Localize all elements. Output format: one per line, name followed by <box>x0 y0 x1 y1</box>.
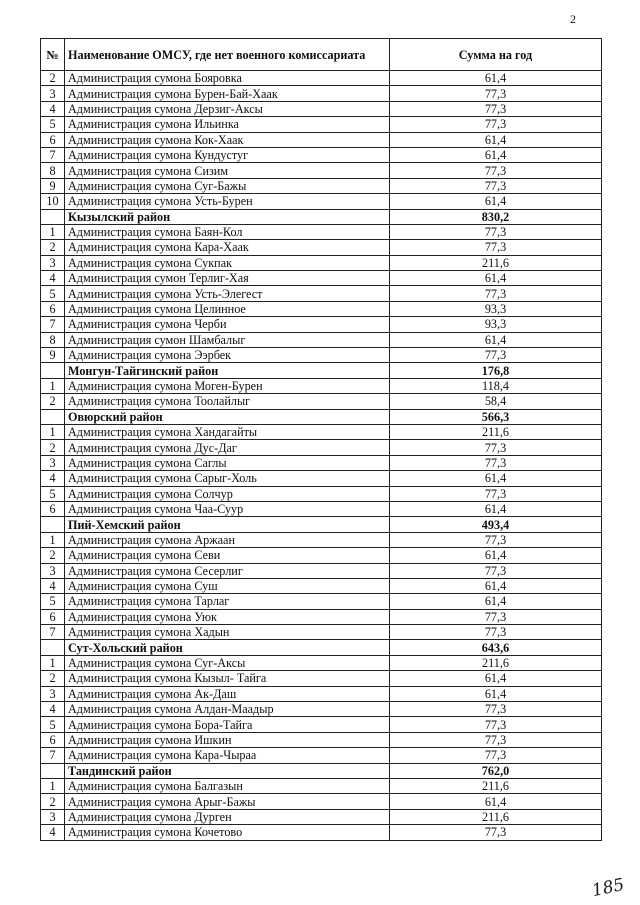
row-name-cell: Пий-Хемский район <box>65 517 390 532</box>
row-name-cell: Администрация сумона Ильинка <box>65 117 390 132</box>
table-row <box>41 455 602 470</box>
row-sum-cell: 830,2 <box>390 209 602 224</box>
column-header-number: № <box>41 39 65 71</box>
row-sum-cell: 77,3 <box>390 178 602 193</box>
row-number-cell: 2 <box>41 440 65 455</box>
row-number-cell <box>41 209 65 224</box>
row-sum-cell: 643,6 <box>390 640 602 655</box>
row-number-cell: 9 <box>41 348 65 363</box>
row-name-cell: Администрация сумона Баян-Кол <box>65 224 390 239</box>
row-number-cell: 5 <box>41 594 65 609</box>
row-number-cell: 3 <box>41 563 65 578</box>
table-row <box>41 86 602 101</box>
row-sum-cell: 77,3 <box>390 440 602 455</box>
row-number-cell: 4 <box>41 101 65 116</box>
row-number-cell: 5 <box>41 286 65 301</box>
column-header-name: Наименование ОМСУ, где нет военного комиссариата <box>65 39 390 71</box>
row-number-cell: 6 <box>41 501 65 516</box>
row-number-cell: 3 <box>41 86 65 101</box>
row-number-cell: 1 <box>41 224 65 239</box>
table-row <box>41 548 602 563</box>
row-sum-cell: 77,3 <box>390 224 602 239</box>
row-sum-cell: 61,4 <box>390 578 602 593</box>
row-number-cell: 1 <box>41 778 65 793</box>
row-sum-cell: 77,3 <box>390 532 602 547</box>
row-number-cell: 1 <box>41 378 65 393</box>
row-name-cell: Сут-Хольский район <box>65 640 390 655</box>
row-name-cell: Администрация сумона Сарыг-Холь <box>65 471 390 486</box>
table-row <box>41 594 602 609</box>
table-row <box>41 686 602 701</box>
row-name-cell: Администрация сумона Сукпак <box>65 255 390 270</box>
row-name-cell: Администрация сумона Кочетово <box>65 825 390 840</box>
row-sum-cell: 566,3 <box>390 409 602 424</box>
table-row <box>41 301 602 316</box>
row-number-cell: 3 <box>41 255 65 270</box>
table-row <box>41 194 602 209</box>
row-sum-cell: 61,4 <box>390 332 602 347</box>
row-number-cell: 8 <box>41 332 65 347</box>
row-sum-cell: 61,4 <box>390 501 602 516</box>
row-name-cell: Администрация сумона Алдан-Маадыр <box>65 702 390 717</box>
row-number-cell: 5 <box>41 717 65 732</box>
row-name-cell: Администрация сумона Уюк <box>65 609 390 624</box>
row-name-cell: Администрация сумона Ишкин <box>65 732 390 747</box>
district-row <box>41 209 602 224</box>
table-row <box>41 778 602 793</box>
district-row <box>41 763 602 778</box>
table-row <box>41 440 602 455</box>
row-sum-cell: 77,3 <box>390 117 602 132</box>
table-row <box>41 317 602 332</box>
row-name-cell: Администрация сумона Дурген <box>65 809 390 824</box>
row-sum-cell: 77,3 <box>390 286 602 301</box>
row-name-cell: Администрация сумона Саглы <box>65 455 390 470</box>
table-row <box>41 332 602 347</box>
row-name-cell: Монгун-Тайгинский район <box>65 363 390 378</box>
row-sum-cell: 61,4 <box>390 132 602 147</box>
row-name-cell: Администрация сумон Терлиг-Хая <box>65 271 390 286</box>
row-sum-cell: 77,3 <box>390 702 602 717</box>
row-sum-cell: 77,3 <box>390 455 602 470</box>
page-number: 2 <box>570 12 576 26</box>
row-number-cell: 2 <box>41 71 65 86</box>
table-row <box>41 825 602 840</box>
table-row <box>41 609 602 624</box>
row-sum-cell: 211,6 <box>390 809 602 824</box>
row-name-cell: Администрация сумона Кара-Хаак <box>65 240 390 255</box>
table-row <box>41 132 602 147</box>
table-row <box>41 117 602 132</box>
row-sum-cell: 61,4 <box>390 794 602 809</box>
table-row <box>41 378 602 393</box>
row-number-cell: 8 <box>41 163 65 178</box>
table-row <box>41 732 602 747</box>
row-sum-cell: 77,3 <box>390 625 602 640</box>
table-row <box>41 224 602 239</box>
row-name-cell: Администрация сумона Кызыл- Тайга <box>65 671 390 686</box>
table-row <box>41 240 602 255</box>
row-sum-cell: 61,4 <box>390 71 602 86</box>
row-number-cell: 2 <box>41 794 65 809</box>
table-row <box>41 255 602 270</box>
district-row <box>41 363 602 378</box>
row-number-cell <box>41 517 65 532</box>
handwritten-page-mark: 185 <box>590 874 627 902</box>
row-sum-cell: 58,4 <box>390 394 602 409</box>
row-number-cell: 10 <box>41 194 65 209</box>
table-row <box>41 655 602 670</box>
row-sum-cell: 211,6 <box>390 255 602 270</box>
row-sum-cell: 77,3 <box>390 240 602 255</box>
table-row <box>41 578 602 593</box>
row-name-cell: Администрация сумона Кара-Чыраа <box>65 748 390 763</box>
row-name-cell: Администрация сумона Севи <box>65 548 390 563</box>
row-number-cell <box>41 763 65 778</box>
table-row <box>41 348 602 363</box>
row-name-cell: Администрация сумона Дерзиг-Аксы <box>65 101 390 116</box>
row-sum-cell: 77,3 <box>390 563 602 578</box>
table-row <box>41 271 602 286</box>
row-sum-cell: 118,4 <box>390 378 602 393</box>
row-number-cell: 5 <box>41 486 65 501</box>
row-sum-cell: 93,3 <box>390 317 602 332</box>
row-number-cell: 2 <box>41 671 65 686</box>
row-name-cell: Администрация сумона Солчур <box>65 486 390 501</box>
row-number-cell: 7 <box>41 748 65 763</box>
row-name-cell: Администрация сумона Тоолайлыг <box>65 394 390 409</box>
table-row <box>41 471 602 486</box>
row-number-cell: 5 <box>41 117 65 132</box>
row-number-cell: 2 <box>41 240 65 255</box>
row-sum-cell: 77,3 <box>390 348 602 363</box>
table-row <box>41 809 602 824</box>
row-sum-cell: 61,4 <box>390 147 602 162</box>
row-name-cell: Администрация сумона Арыг-Бажы <box>65 794 390 809</box>
row-sum-cell: 77,3 <box>390 748 602 763</box>
row-sum-cell: 77,3 <box>390 732 602 747</box>
district-row <box>41 517 602 532</box>
row-sum-cell: 77,3 <box>390 86 602 101</box>
row-sum-cell: 61,4 <box>390 671 602 686</box>
row-name-cell: Администрация сумона Хадын <box>65 625 390 640</box>
row-name-cell: Кызылский район <box>65 209 390 224</box>
row-sum-cell: 176,8 <box>390 363 602 378</box>
row-name-cell: Администрация сумона Кок-Хаак <box>65 132 390 147</box>
row-name-cell: Овюрский район <box>65 409 390 424</box>
row-name-cell: Администрация сумона Бурен-Бай-Хаак <box>65 86 390 101</box>
row-number-cell: 1 <box>41 532 65 547</box>
table-row <box>41 178 602 193</box>
row-number-cell: 9 <box>41 178 65 193</box>
row-number-cell: 4 <box>41 825 65 840</box>
table-row <box>41 163 602 178</box>
district-row <box>41 409 602 424</box>
row-number-cell: 2 <box>41 548 65 563</box>
row-number-cell: 2 <box>41 394 65 409</box>
row-number-cell: 4 <box>41 578 65 593</box>
table-row <box>41 394 602 409</box>
row-sum-cell: 493,4 <box>390 517 602 532</box>
row-number-cell: 3 <box>41 809 65 824</box>
funding-table <box>40 38 602 841</box>
row-sum-cell: 61,4 <box>390 471 602 486</box>
row-number-cell: 6 <box>41 301 65 316</box>
row-sum-cell: 61,4 <box>390 686 602 701</box>
row-number-cell <box>41 640 65 655</box>
table-header-row <box>41 39 602 71</box>
row-name-cell: Администрация сумона Черби <box>65 317 390 332</box>
row-number-cell: 7 <box>41 147 65 162</box>
row-number-cell: 7 <box>41 317 65 332</box>
table-row <box>41 702 602 717</box>
row-sum-cell: 77,3 <box>390 609 602 624</box>
table-row <box>41 147 602 162</box>
table-row <box>41 671 602 686</box>
table-row <box>41 748 602 763</box>
row-name-cell: Администрация сумона Суг-Аксы <box>65 655 390 670</box>
row-sum-cell: 93,3 <box>390 301 602 316</box>
row-sum-cell: 77,3 <box>390 486 602 501</box>
row-sum-cell: 61,4 <box>390 548 602 563</box>
row-number-cell: 4 <box>41 271 65 286</box>
row-name-cell: Администрация сумона Целинное <box>65 301 390 316</box>
row-name-cell: Администрация сумона Балгазын <box>65 778 390 793</box>
table-body <box>41 71 602 841</box>
row-number-cell: 3 <box>41 455 65 470</box>
row-name-cell: Администрация сумона Ээрбек <box>65 348 390 363</box>
table-row <box>41 563 602 578</box>
row-name-cell: Администрация сумона Дус-Даг <box>65 440 390 455</box>
row-name-cell: Администрация сумона Бояровка <box>65 71 390 86</box>
row-name-cell: Администрация сумона Сизим <box>65 163 390 178</box>
row-name-cell: Администрация сумона Суг-Бажы <box>65 178 390 193</box>
row-number-cell: 4 <box>41 471 65 486</box>
table-row <box>41 794 602 809</box>
row-name-cell: Администрация сумона Моген-Бурен <box>65 378 390 393</box>
row-sum-cell: 61,4 <box>390 594 602 609</box>
row-name-cell: Администрация сумона Аржаан <box>65 532 390 547</box>
row-name-cell: Администрация сумона Хандагайты <box>65 424 390 439</box>
row-name-cell: Администрация сумон Шамбалыг <box>65 332 390 347</box>
row-name-cell: Администрация сумона Чаа-Суур <box>65 501 390 516</box>
table-row <box>41 101 602 116</box>
table-row <box>41 717 602 732</box>
row-number-cell <box>41 363 65 378</box>
table-row <box>41 625 602 640</box>
row-sum-cell: 77,3 <box>390 163 602 178</box>
row-name-cell: Администрация сумона Тарлаг <box>65 594 390 609</box>
table-row <box>41 424 602 439</box>
table-row <box>41 286 602 301</box>
row-sum-cell: 211,6 <box>390 424 602 439</box>
table-row <box>41 501 602 516</box>
table-row <box>41 486 602 501</box>
row-name-cell: Администрация сумона Сесерлиг <box>65 563 390 578</box>
row-name-cell: Тандинский район <box>65 763 390 778</box>
row-sum-cell: 61,4 <box>390 194 602 209</box>
row-sum-cell: 211,6 <box>390 655 602 670</box>
row-name-cell: Администрация сумона Усть-Бурен <box>65 194 390 209</box>
row-sum-cell: 61,4 <box>390 271 602 286</box>
row-name-cell: Администрация сумона Ак-Даш <box>65 686 390 701</box>
row-number-cell: 7 <box>41 625 65 640</box>
row-number-cell: 4 <box>41 702 65 717</box>
row-sum-cell: 77,3 <box>390 101 602 116</box>
district-row <box>41 640 602 655</box>
row-number-cell: 6 <box>41 132 65 147</box>
row-number-cell: 3 <box>41 686 65 701</box>
row-sum-cell: 211,6 <box>390 778 602 793</box>
row-name-cell: Администрация сумона Усть-Элегест <box>65 286 390 301</box>
row-number-cell: 6 <box>41 609 65 624</box>
row-name-cell: Администрация сумона Бора-Тайга <box>65 717 390 732</box>
row-sum-cell: 77,3 <box>390 825 602 840</box>
table-row <box>41 532 602 547</box>
row-number-cell <box>41 409 65 424</box>
column-header-sum: Сумма на год <box>390 39 602 71</box>
row-name-cell: Администрация сумона Суш <box>65 578 390 593</box>
row-number-cell: 1 <box>41 655 65 670</box>
row-sum-cell: 77,3 <box>390 717 602 732</box>
row-sum-cell: 762,0 <box>390 763 602 778</box>
row-name-cell: Администрация сумона Кундустуг <box>65 147 390 162</box>
row-number-cell: 6 <box>41 732 65 747</box>
row-number-cell: 1 <box>41 424 65 439</box>
table-row <box>41 71 602 86</box>
